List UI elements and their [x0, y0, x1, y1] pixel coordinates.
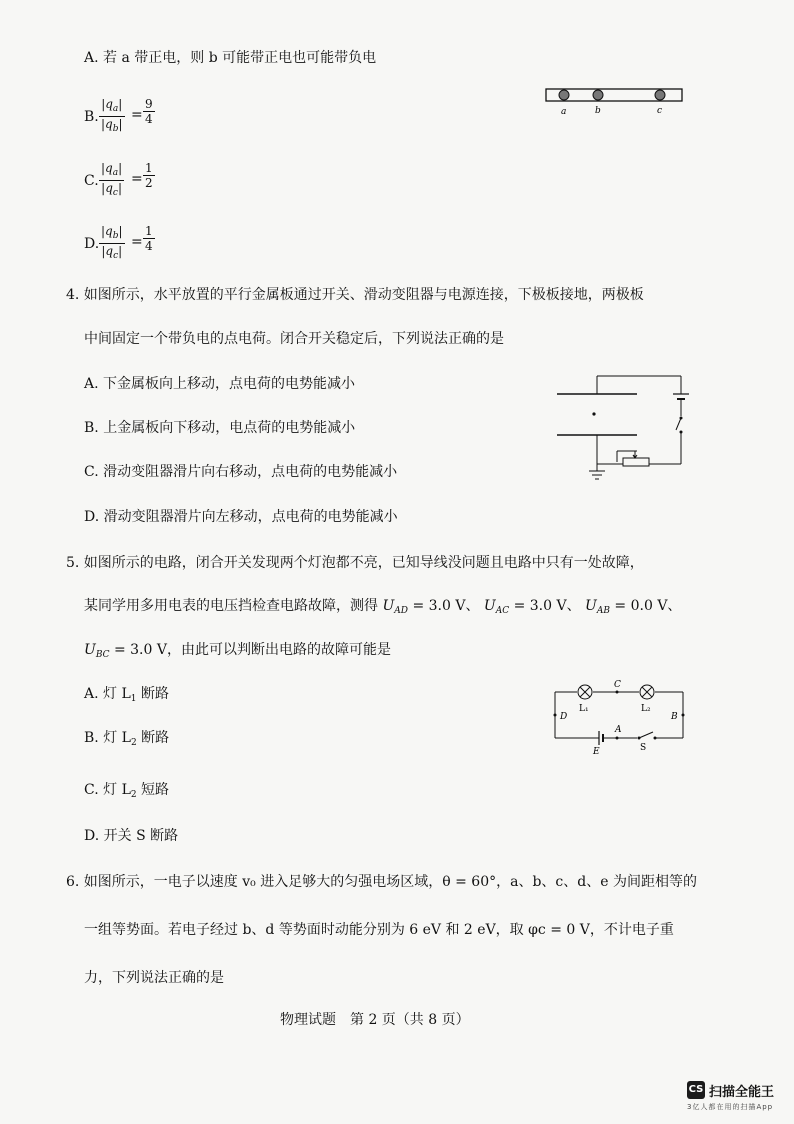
q3-fig-label-a: a — [561, 107, 567, 117]
q5-fig-label-b: B — [671, 712, 678, 722]
q5-u-bc: = 3.0 V，由此可以判断出电路的故障可能是 — [113, 642, 391, 658]
q3-option-c-ratio: $\frac{|q_a|}{|q_c|}$ — [101, 161, 123, 198]
q4-stem-line1: 4. 如图所示，水平放置的平行金属板通过开关、滑动变阻器与电源连接，下极板接地，两极板 — [66, 287, 644, 303]
q5-fig-label-e: E — [593, 747, 600, 757]
q3-option-b-prefix[interactable]: B. — [84, 109, 99, 125]
q5-option-c[interactable] — [84, 780, 169, 805]
q5-option-b-sub: 2 — [130, 738, 137, 748]
q5-option-b-text: B. 灯 L — [84, 730, 131, 746]
q3-c-value-den: 2 — [145, 176, 153, 190]
q3-d-value-num: 1 — [145, 224, 153, 238]
q3-option-c-value — [143, 161, 155, 190]
scanner-app-name: 扫描全能王 — [709, 1085, 775, 1100]
scanner-logo-icon: CS — [687, 1081, 705, 1099]
q4-option-d[interactable]: D. 滑动变阻器滑片向左移动，点电荷的电势能减小 — [84, 509, 398, 525]
q5-option-a-tail: 断路 — [136, 686, 169, 702]
q3-b-equals: = — [131, 107, 143, 123]
q5-fig-label-c: C — [614, 680, 621, 690]
q3-b-den-sub: b — [112, 124, 119, 134]
q3-option-d-ratio: $\frac{|q_b|}{|q_c|}$ — [101, 224, 123, 261]
q6-stem-line3: 力，下列说法正确的是 — [84, 970, 224, 986]
q5-option-a-text: A. 灯 L — [84, 686, 131, 702]
q3-option-d-prefix[interactable]: D. — [84, 236, 100, 252]
q5-stem-line1: 5. 如图所示的电路，闭合开关发现两个灯泡都不亮，已知导线没问题且电路中只有一处故障， — [66, 555, 644, 571]
q5-fig-label-l2: L₂ — [641, 704, 651, 714]
q3-b-num-sub: a — [112, 104, 119, 114]
q3-option-b-ratio: $\frac{|q_a|}{|q_b|}$ — [101, 97, 123, 134]
q5-option-d[interactable]: D. 开关 S 断路 — [84, 828, 179, 844]
q5-stem-line2: 某同学用多用电表的电压挡检查电路故障，测得 $U_{AD} = 3.0$ V、 $U_{AC} = 3.0$ V、 $U_{AB} = 0.0$ V、 — [84, 598, 682, 616]
q5-option-c-tail: 短路 — [136, 782, 170, 798]
q5-u-ad: = 3.0 V、 — [412, 598, 480, 614]
q4-stem-line2: 中间固定一个带负电的点电荷。闭合开关稳定后，下列说法正确的是 — [84, 331, 504, 347]
q5-fig-label-d: D — [560, 712, 568, 722]
q3-fig-label-c: c — [657, 106, 663, 116]
q5-stem-line3: $U_{BC} = 3.0$ V，由此可以判断出电路的故障可能是 — [84, 642, 391, 660]
q4-option-c[interactable]: C. 滑动变阻器滑片向右移动，点电荷的电势能减小 — [84, 464, 398, 480]
q3-option-a[interactable]: A. 若 a 带正电，则 b 可能带正电也可能带负电 — [84, 50, 377, 66]
q3-option-b-value — [143, 97, 155, 126]
q5-u-ac: = 3.0 V、 — [513, 598, 581, 614]
q6-stem-line2: 一组等势面。若电子经过 b、d 等势面时动能分别为 6 eV 和 2 eV，取 φc = 0 V，不计电子重 — [84, 922, 674, 938]
q5-option-b-tail: 断路 — [136, 730, 170, 746]
q4-option-b[interactable]: B. 上金属板向下移动，电点荷的电势能减小 — [84, 420, 356, 436]
q3-c-num-sub: a — [112, 168, 119, 178]
q3-c-den-sub: c — [112, 188, 118, 198]
q3-b-value-num: 9 — [145, 97, 153, 111]
q4-capacitor-circuit — [555, 372, 685, 487]
q3-c-equals: = — [131, 171, 143, 187]
q3-d-den-sub: c — [113, 251, 119, 261]
q6-stem-line1: 6. 如图所示，一电子以速度 v₀ 进入足够大的匀强电场区域，θ = 60°，a、b、c、d、e 为间距相等的 — [66, 874, 697, 890]
q5-option-c-sub: 2 — [130, 790, 137, 800]
q3-option-d-value — [143, 224, 155, 253]
page-footer: 物理试题 第 2 页（共 8 页） — [280, 1012, 470, 1028]
q3-option-c-prefix[interactable]: C. — [84, 173, 99, 189]
q5-fig-label-a: A — [615, 725, 622, 735]
q4-option-a[interactable]: A. 下金属板向上移动，点电荷的电势能减小 — [84, 376, 356, 392]
q3-fig-label-b: b — [595, 106, 601, 116]
q5-option-c-text: C. 灯 L — [84, 782, 131, 798]
q5-option-a[interactable] — [84, 684, 169, 709]
q3-d-value-den: 4 — [145, 239, 153, 253]
q3-rod-figure — [545, 86, 685, 120]
q5-stem-line2-pre: 某同学用多用电表的电压挡检查电路故障，测得 — [84, 598, 378, 614]
q5-fig-label-s: S — [640, 743, 647, 753]
q3-d-equals: = — [131, 234, 143, 250]
q5-lamp-circuit — [553, 680, 685, 758]
q3-d-num-sub: b — [112, 231, 119, 241]
q5-fig-label-l1: L₁ — [579, 704, 589, 714]
q3-c-value-num: 1 — [145, 161, 153, 175]
q3-b-value-den: 4 — [145, 112, 153, 126]
q5-u-ab: = 0.0 V、 — [614, 598, 682, 614]
q5-option-b[interactable] — [84, 728, 169, 753]
scanner-slogan: 3亿人都在用的扫描App — [687, 1103, 774, 1111]
q5-option-a-sub: 1 — [130, 694, 137, 704]
